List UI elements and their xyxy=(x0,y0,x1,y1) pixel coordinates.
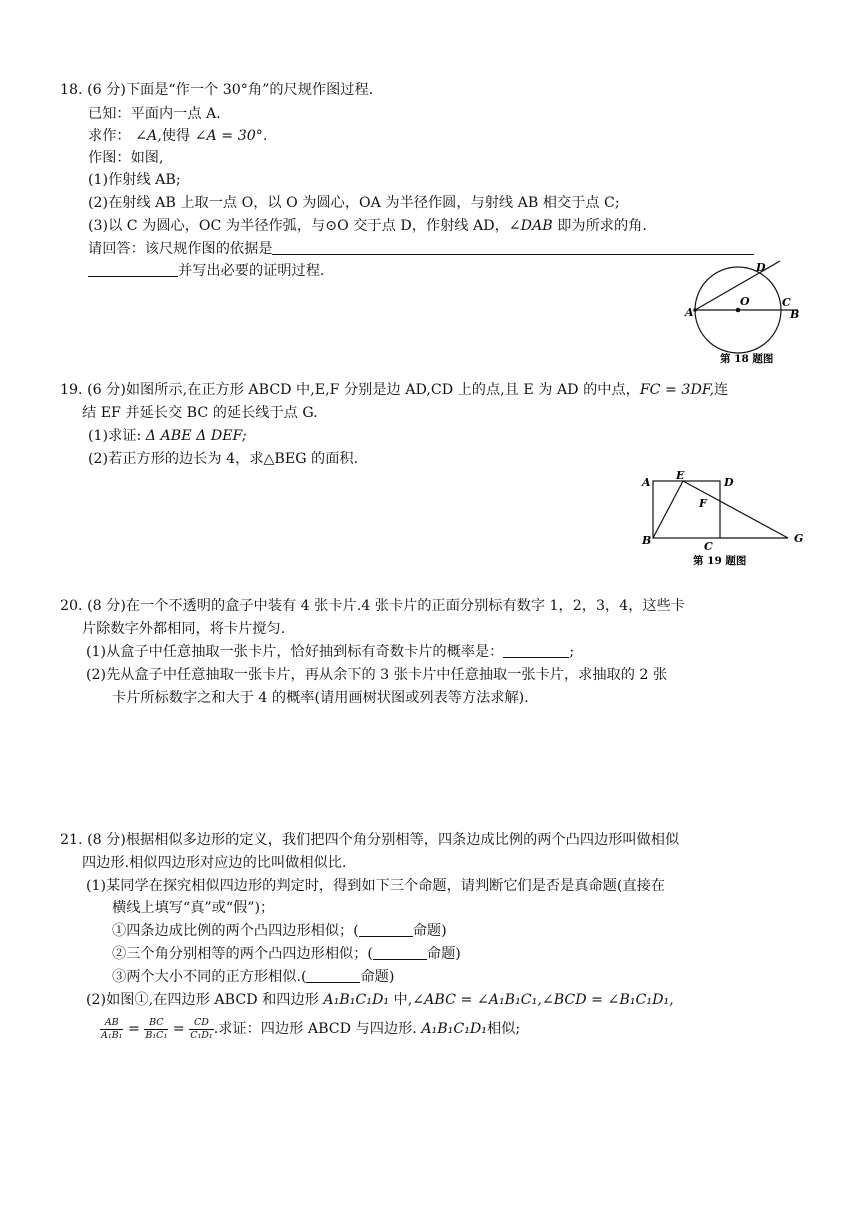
q21-stem-b: 四边形.相似四边形对应边的比叫做相似比. xyxy=(82,855,347,871)
fig18-label-d: D xyxy=(756,261,766,274)
answer-blank[interactable] xyxy=(272,240,754,255)
q18-stem: 18. (6 分)下面是“作一个 30°角”的尺规作图过程. xyxy=(60,82,374,98)
q18-step1: (1)作射线 AB; xyxy=(88,172,181,188)
fig18-label-c: C xyxy=(782,296,791,309)
q20-stem-b: 片除数字外都相同，将卡片搅匀. xyxy=(82,621,286,637)
fig18-caption: 第 18 题图 xyxy=(720,353,774,365)
q21-part1-b: 横线上填写“真”或“假”)； xyxy=(112,900,275,916)
q20-part2-b: 卡片所标数字之和大于 4 的概率(请用画树状图或列表等方法求解). xyxy=(112,690,529,706)
fig19-label-b: B xyxy=(642,534,652,547)
q21-part1-a: (1)某同学在探究相似四边形的判定时，得到如下三个命题，请判断它们是否是真命题(直接在 xyxy=(86,878,665,894)
q19-part1: (1)求证: Δ ABE Δ DEF; xyxy=(88,428,247,444)
answer-blank[interactable] xyxy=(503,643,569,658)
q20-stem-a: 20. (8 分)在一个不透明的盒子中装有 4 张卡片.4 张卡片的正面分别标有数字 1，2，3，4，这些卡 xyxy=(60,598,685,614)
fig19-label-c: C xyxy=(704,540,713,553)
q21-part2: (2)如图①,在四边形 ABCD 和四边形 A₁B₁C₁D₁ 中,∠ABC = ∠A₁B₁C₁,∠BCD = ∠B₁C₁D₁, xyxy=(86,992,674,1008)
answer-blank[interactable] xyxy=(88,262,178,277)
q21-claim3: ③两个大小不同的正方形相似.( 命题) xyxy=(112,969,395,985)
q20-part2-a: (2)先从盒子中任意抽取一张卡片，再从余下的 3 张卡片中任意抽取一张卡片，求抽取的 2 张 xyxy=(86,667,668,683)
q21-claim1: ①四条边成比例的两个凸四边形相似；( 命题) xyxy=(112,923,447,939)
answer-blank[interactable] xyxy=(306,968,360,983)
q18-ask: 求作： ∠A,使得 ∠A = 30°. xyxy=(88,128,268,144)
fig19-caption: 第 19 题图 xyxy=(693,555,747,567)
fraction-bc: $\frac{BC}{\text{B₁C₁}}$ xyxy=(145,1016,168,1041)
answer-blank[interactable] xyxy=(373,945,427,960)
q19-stem-b: 结 EF 并延长交 BC 的延长线于点 G. xyxy=(82,405,318,421)
fig18-label-a: A xyxy=(685,306,694,319)
q18-answer-prompt: 请回答：该尺规作图的依据是 xyxy=(88,239,754,259)
q18-step2: (2)在射线 AB 上取一点 O，以 O 为圆心，OA 为半径作圆，与射线 AB 相交于点 C; xyxy=(88,195,620,211)
fig19-label-a: A xyxy=(642,476,651,489)
q19-part2: (2)若正方形的边长为 4，求△BEG 的面积. xyxy=(88,451,359,467)
q20-part1: (1)从盒子中任意抽取一张卡片，恰好抽到标有奇数卡片的概率是： ; xyxy=(86,644,575,660)
fig19-label-f: F xyxy=(699,497,707,510)
q18-zuotu: 作图：如图, xyxy=(88,150,164,166)
fig18-label-o: O xyxy=(740,295,750,308)
q21-ratio-line: $\frac{AB}{\text{A₁B₁}}$ = $\frac{BC}{\text{B₁C₁}}$ = $\frac{CD}{\text{C₁D₁}}$ .求证：四边形 ABCD 与四边形. A₁B₁C₁D₁相似; xyxy=(101,1016,521,1041)
q18-step3: (3)以 C 为圆心，OC 为半径作弧，与⊙O 交于点 D，作射线 AD，∠DAB 即为所求的角. xyxy=(88,218,647,234)
q21-claim2: ②三个角分别相等的两个凸四边形相似；( 命题) xyxy=(112,946,461,962)
fig19-label-e: E xyxy=(676,470,685,482)
q18-known: 已知：平面内一点 A. xyxy=(88,106,221,122)
fig18-label-b: B xyxy=(790,308,800,321)
fraction-ab: $\frac{AB}{\text{A₁B₁}}$ xyxy=(101,1016,123,1041)
fig19-label-d: D xyxy=(724,476,734,489)
q21-stem-a: 21. (8 分)根据相似多边形的定义，我们把四个角分别相等，四条边成比例的两个凸四边形叫做相似 xyxy=(60,832,680,848)
q19-figure xyxy=(638,470,814,574)
q19-stem-a: 19. (6 分)如图所示,在正方形 ABCD 中,E,F 分别是边 AD,CD 上的点,且 E 为 AD 的中点，FC = 3DF,连 xyxy=(60,382,729,398)
q18-answer-tail: 并写出必要的证明过程. xyxy=(88,261,324,281)
answer-blank[interactable] xyxy=(359,922,413,937)
q18-figure xyxy=(682,258,812,368)
fraction-cd: $\frac{CD}{\text{C₁D₁}}$ xyxy=(190,1016,213,1041)
fig19-label-g: G xyxy=(794,532,804,545)
